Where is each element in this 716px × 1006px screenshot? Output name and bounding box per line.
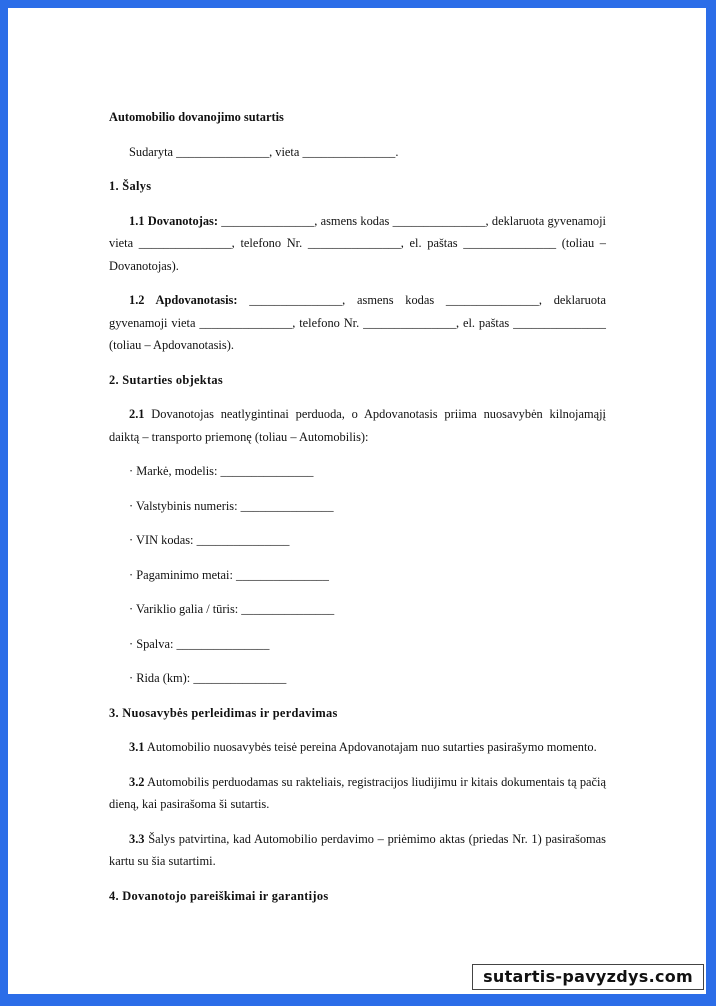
clause-1-1-text: _______________, asmens kodas _______________, deklaruota gyvenamoji vieta _______________, telefono Nr. _______________, el. paštas _______________ (toliau – Dovanotojas). <box>109 213 606 273</box>
section-3-heading: 3. Nuosavybės perleidimas ir perdavimas <box>109 705 338 720</box>
clause-1-2 <box>109 289 606 357</box>
clause-3-3-text: Šalys patvirtina, kad Automobilio perdavimo – priėmimo aktas (priedas Nr. 1) pasirašomas kartu su šia sutartimi. <box>109 831 606 868</box>
clause-3-1-label: 3.1 <box>129 740 145 754</box>
clause-2-1-text: Dovanotojas neatlygintinai perduoda, o Apdovanotasis priima nuosavybėn kilnojamąjį daiktą – transporto priemonę (toliau – Automobilis): <box>109 407 606 444</box>
document-body <box>109 106 606 907</box>
section-2-heading: 2. Sutarties objektas <box>109 372 224 387</box>
intro-line: Sudaryta _______________, vieta _______________. <box>129 144 399 159</box>
clause-1-1-label: 1.1 Dovanotojas: <box>129 213 218 228</box>
clause-3-3-label: 3.3 <box>129 831 145 846</box>
clause-2-1 <box>109 403 606 448</box>
section-1-heading: 1. Šalys <box>109 179 152 193</box>
clause-3-1-text: Automobilio nuosavybės teisė pereina Apdovanotajam nuo sutarties pasirašymo momento. <box>144 740 597 754</box>
list-item-color: · Spalva: _______________ <box>129 636 270 651</box>
list-item-make: · Markė, modelis: _______________ <box>129 464 314 478</box>
clause-1-2-label: 1.2 Apdovanotasis: <box>129 293 238 307</box>
clause-3-2 <box>109 771 606 816</box>
clause-3-2-text: Automobilis perduodamas su rakteliais, registracijos liudijimu ir kitais dokumentais tą pačią dieną, kai pasirašoma ši sutartis. <box>109 774 606 811</box>
list-item-engine: · Variklio galia / tūris: _______________ <box>129 602 335 616</box>
clause-1-2-text: _______________, asmens kodas _______________, deklaruota gyvenamoji vieta _______________, telefono Nr. _______________, el. paštas _______________ (toliau – Apdovanotasis). <box>109 293 606 352</box>
site-watermark: sutartis-pavyzdys.com <box>472 964 704 990</box>
list-item-mileage: · Rida (km): _______________ <box>129 671 287 685</box>
list-item-year: · Pagaminimo metai: _______________ <box>129 567 329 582</box>
clause-1-1 <box>109 210 606 278</box>
clause-3-3 <box>109 828 606 873</box>
list-item-vin: · VIN kodas: _______________ <box>129 533 290 547</box>
document-page <box>8 8 706 994</box>
clause-3-2-label: 3.2 <box>129 774 145 789</box>
document-title: Automobilio dovanojimo sutartis <box>109 110 284 124</box>
clause-2-1-label: 2.1 <box>129 407 145 421</box>
list-item-plate: · Valstybinis numeris: _______________ <box>129 498 334 513</box>
section-4-heading: 4. Dovanotojo pareiškimai ir garantijos <box>109 888 329 903</box>
clause-3-1 <box>109 736 606 759</box>
